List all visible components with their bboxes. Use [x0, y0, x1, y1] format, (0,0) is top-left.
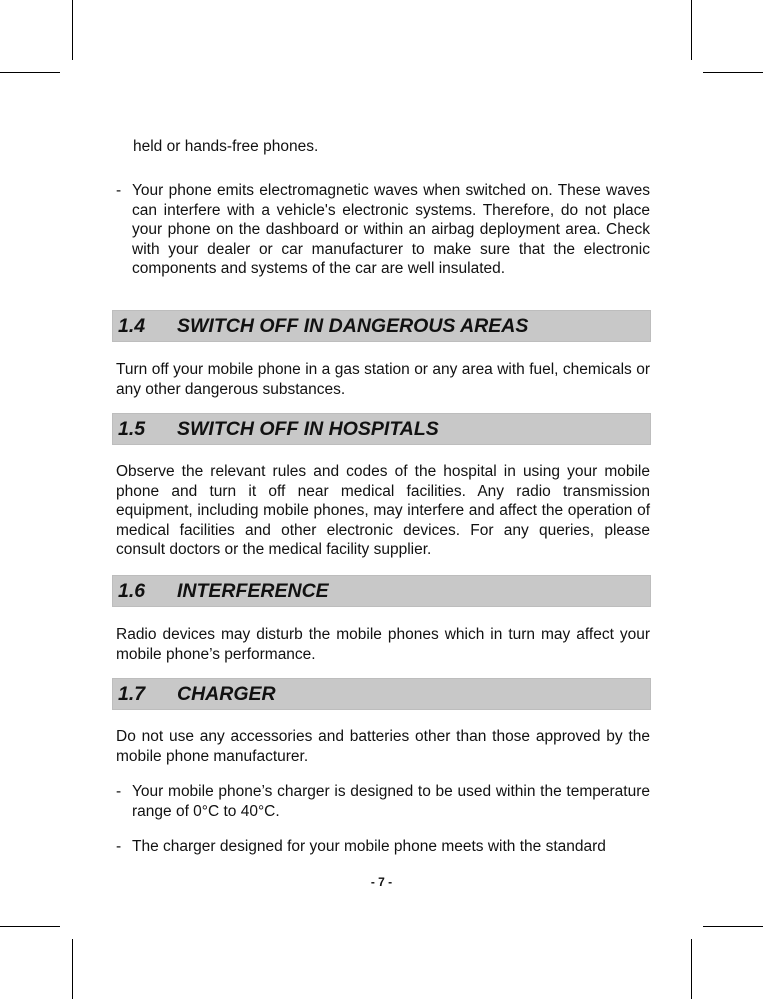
intro-bullet — [116, 181, 650, 279]
crop-mark-top-left-vertical — [72, 0, 73, 60]
crop-mark-top-right-vertical — [691, 0, 692, 60]
intro-continuation: held or hands-free phones. — [133, 138, 319, 155]
crop-mark-top-right-horizontal — [703, 72, 763, 73]
section-title: INTERFERENCE — [177, 580, 329, 602]
section-heading-1-6 — [112, 575, 651, 607]
page-number: - 7 - — [370, 875, 393, 889]
bullet-marker: - — [116, 783, 122, 800]
bullet-marker: - — [116, 182, 122, 199]
crop-mark-bottom-right-vertical — [691, 939, 692, 999]
section-1-6-body: Radio devices may disturb the mobile phones which in turn may affect your mobile phone’s performance. — [116, 626, 650, 663]
charger-bullet-1 — [116, 782, 650, 821]
section-1-7-body: Do not use any accessories and batteries other than those approved by the mobile phone manufacturer. — [116, 728, 650, 765]
section-1-4-body: Turn off your mobile phone in a gas station or any area with fuel, chemicals or any other dangerous substances. — [116, 361, 650, 398]
section-heading-1-7 — [112, 678, 651, 710]
section-number: 1.4 — [118, 315, 146, 337]
bullet-marker: - — [116, 838, 122, 855]
section-number: 1.7 — [118, 683, 146, 705]
charger-bullet-2-text: The charger designed for your mobile phone meets with the standard — [132, 838, 606, 855]
section-title: SWITCH OFF IN HOSPITALS — [177, 418, 439, 440]
crop-mark-bottom-right-horizontal — [703, 926, 763, 927]
charger-bullet-1-text: Your mobile phone’s charger is designed to be used within the temperature range of 0°C to 40°C. — [132, 783, 650, 820]
section-title: CHARGER — [177, 683, 276, 705]
section-title: SWITCH OFF IN DANGEROUS AREAS — [177, 315, 529, 337]
section-heading-1-4 — [112, 310, 651, 342]
charger-bullet-2 — [116, 837, 650, 857]
intro-bullet-text: Your phone emits electromagnetic waves when switched on. These waves can interfere with a vehicle's electronic systems. Therefore, do not place your phone on the dashboard or within an airbag deployment area. Check with your dealer or car manufacturer to make sure that the electronic components and systems of the car are well insulated. — [132, 182, 650, 277]
section-1-5-body: Observe the relevant rules and codes of the hospital in using your mobile phone and turn it off near medical facilities. Any radio transmission equipment, including mobile phones, may interfere and affect the operation of medical facilities and other electronic devices. For any queries, please consult doctors or the medical facility supplier. — [116, 463, 650, 558]
section-number: 1.6 — [118, 580, 146, 602]
crop-mark-bottom-left-vertical — [72, 939, 73, 999]
section-heading-1-5 — [112, 413, 651, 445]
crop-mark-top-left-horizontal — [0, 72, 60, 73]
crop-mark-bottom-left-horizontal — [0, 926, 60, 927]
section-number: 1.5 — [118, 418, 146, 440]
